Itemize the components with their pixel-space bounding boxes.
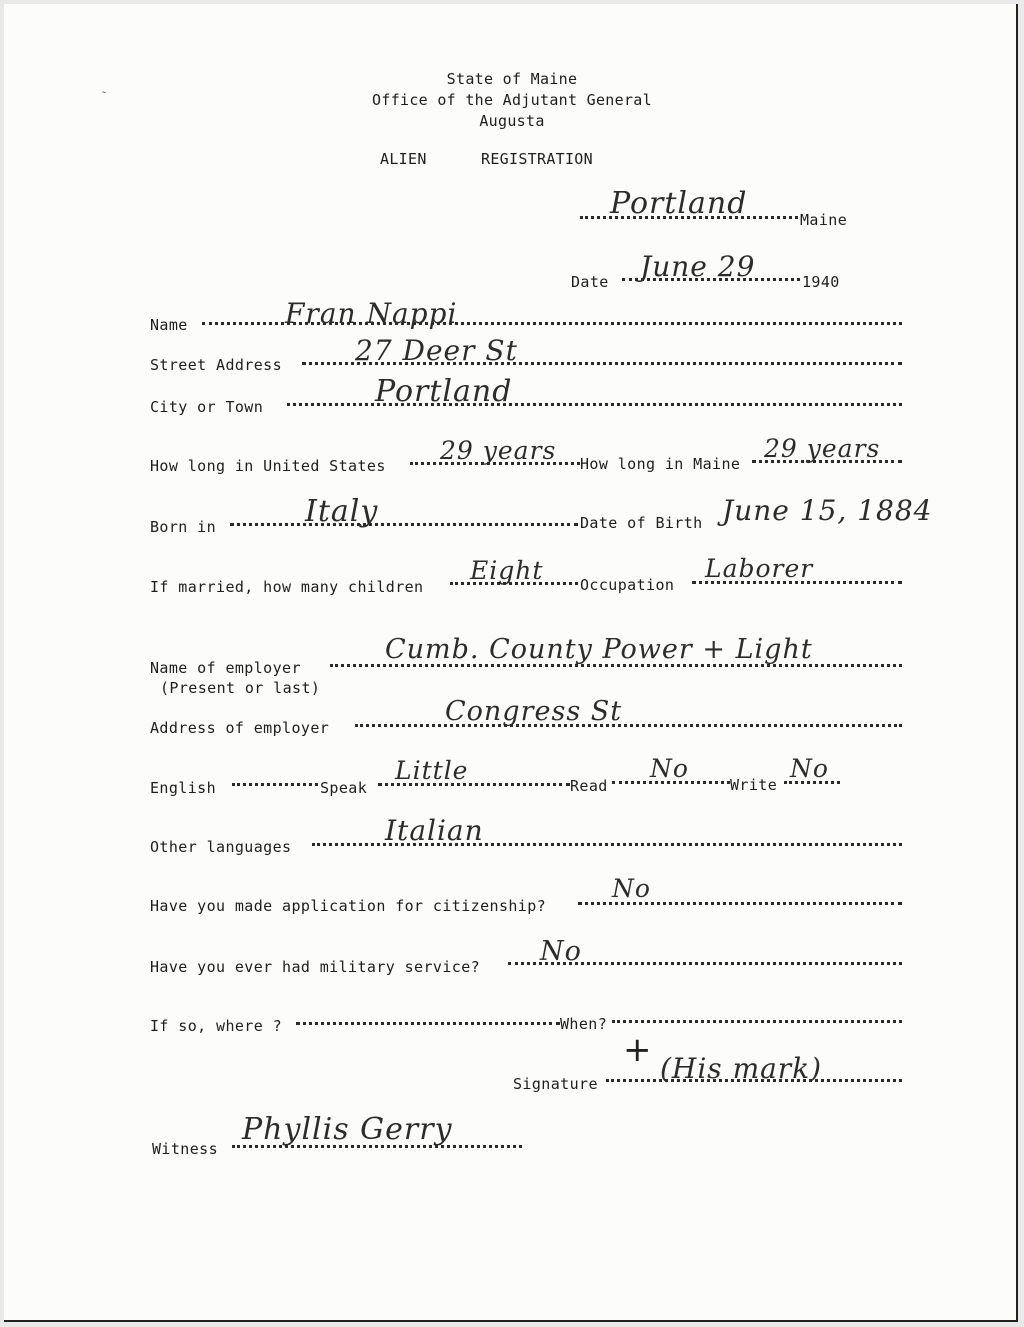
employer-sublabel: (Present or last) — [160, 679, 321, 697]
when-dots — [612, 1018, 902, 1023]
employer-address-label: Address of employer — [150, 719, 330, 737]
date-value: June 29 — [640, 250, 756, 283]
employer-value: Cumb. County Power + Light — [385, 634, 813, 665]
dob-label: Date of Birth — [580, 514, 703, 532]
when-label: When? — [560, 1015, 608, 1033]
place-suffix: Maine — [800, 211, 848, 229]
born-label: Born in — [150, 518, 217, 536]
title-registration: REGISTRATION — [481, 150, 593, 168]
where-dots — [296, 1020, 560, 1025]
date-label: Date — [571, 273, 609, 291]
read-value: No — [650, 754, 689, 783]
military-value: No — [540, 936, 582, 967]
street-label: Street Address — [150, 356, 283, 374]
title-alien: ALIEN — [380, 150, 427, 168]
us-long-label: How long in United States — [150, 457, 386, 475]
other-lang-label: Other languages — [150, 838, 292, 856]
born-value: Italy — [305, 494, 379, 529]
city-label: City or Town — [150, 398, 264, 416]
place-value: Portland — [610, 186, 748, 221]
date-year: 1940 — [802, 273, 840, 291]
other-lang-value: Italian — [385, 814, 484, 847]
children-value: Eight — [470, 556, 544, 585]
maine-long-label: How long in Maine — [580, 455, 741, 473]
write-label: Write — [730, 776, 778, 794]
military-label: Have you ever had military service? — [150, 958, 481, 976]
name-value: Fran Nappi — [285, 297, 458, 330]
speak-value: Little — [395, 756, 469, 785]
maine-long-value: 29 years — [764, 434, 881, 463]
witness-value: Phyllis Gerry — [242, 1112, 453, 1147]
street-value: 27 Deer St — [355, 334, 518, 367]
name-label: Name — [150, 316, 188, 334]
employer-address-dots — [355, 722, 902, 727]
dob-value: June 15, 1884 — [722, 494, 933, 527]
write-value: No — [790, 754, 829, 783]
occupation-value: Laborer — [705, 554, 814, 583]
header-office: Office of the Adjutant General — [372, 91, 652, 109]
where-label: If so, where ? — [150, 1017, 283, 1035]
read-label: Read — [570, 777, 608, 795]
speak-label: Speak — [320, 779, 368, 797]
citizenship-value: No — [612, 874, 651, 903]
us-long-value: 29 years — [440, 436, 557, 465]
employer-label: Name of employer — [150, 659, 301, 677]
born-dots — [230, 521, 578, 526]
children-label: If married, how many children — [150, 578, 424, 596]
english-dots — [232, 781, 318, 786]
witness-label: Witness — [152, 1140, 219, 1158]
signature-mark: + — [623, 1030, 652, 1070]
citizenship-label: Have you made application for citizenship? — [150, 897, 547, 915]
header-city: Augusta — [479, 112, 545, 130]
signature-value: (His mark) — [660, 1052, 823, 1085]
city-value: Portland — [375, 374, 513, 409]
occupation-label: Occupation — [580, 576, 675, 594]
header-state: State of Maine — [446, 70, 578, 88]
scan-mark: ˷ — [102, 80, 106, 94]
employer-address-value: Congress St — [445, 696, 623, 727]
signature-label: Signature — [513, 1075, 598, 1093]
english-label: English — [150, 779, 217, 797]
